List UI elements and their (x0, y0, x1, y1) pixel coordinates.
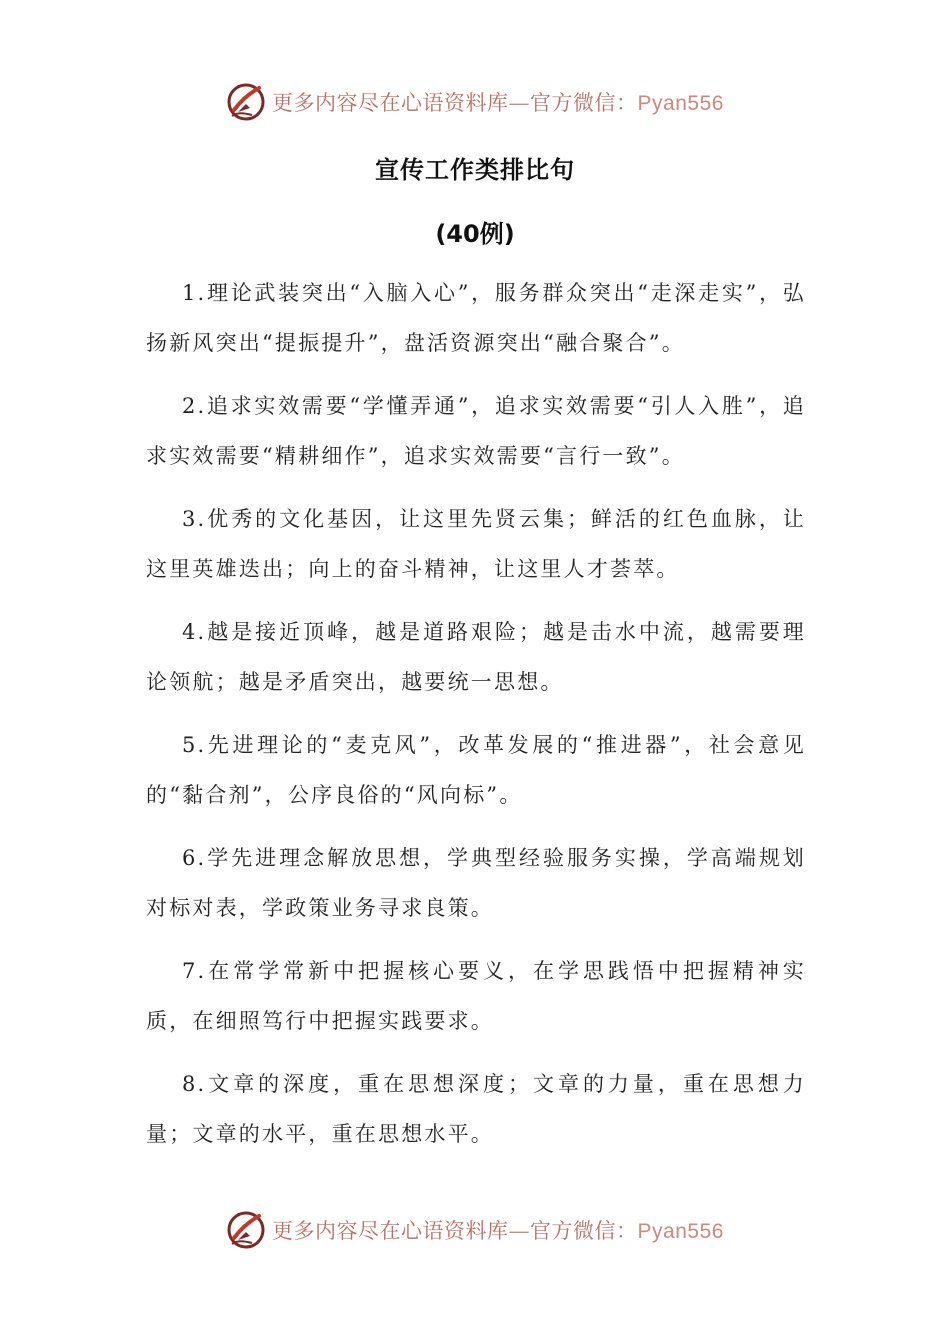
header-banner (0, 80, 950, 124)
paragraph-6: 6.学先进理念解放思想，学典型经验服务实操，学高端规划对标对表，学政策业务寻求良策。 (146, 846, 806, 920)
paragraph-5: 5.先进理论的“麦克风”，改革发展的“推进器”，社会意见的“黏合剂”，公序良俗的“风向标”。 (146, 733, 806, 807)
banner-wechat-id: Pyan556 (637, 1220, 724, 1243)
banner-prefix: 更多内容尽在心语资料库 (272, 1219, 509, 1243)
pen-logo-icon (226, 1210, 266, 1250)
banner-wechat-id: Pyan556 (637, 92, 724, 115)
banner-wechat-label: 官方微信： (530, 1219, 638, 1243)
paragraph-4: 4.越是接近顶峰，越是道路艰险；越是击水中流，越需要理论领航；越是矛盾突出，越要统一思想。 (146, 620, 806, 694)
footer-banner (0, 1208, 950, 1252)
banner-text (272, 1215, 724, 1245)
banner-prefix: 更多内容尽在心语资料库 (272, 91, 509, 115)
document-title: 宣传工作类排比句 (375, 156, 575, 184)
paragraph-3: 3.优秀的文化基因，让这里先贤云集；鲜活的红色血脉，让这里英雄迭出；向上的奋斗精神，让这里人才荟萃。 (146, 507, 806, 581)
document-subtitle: (40例) (435, 220, 515, 248)
banner-text (272, 87, 724, 117)
paragraph-2: 2.追求实效需要“学懂弄通”，追求实效需要“引人入胜”，追求实效需要“精耕细作”，追求实效需要“言行一致”。 (146, 394, 806, 468)
paragraph-8: 8.文章的深度，重在思想深度；文章的力量，重在思想力量；文章的水平，重在思想水平。 (146, 1072, 806, 1146)
pen-logo-icon (226, 82, 266, 122)
paragraph-1: 1.理论武装突出“入脑入心”，服务群众突出“走深走实”，弘扬新风突出“提振提升”，盘活资源突出“融合聚合”。 (146, 281, 806, 355)
banner-wechat-label: 官方微信： (530, 91, 638, 115)
banner-dash: — (508, 1219, 531, 1243)
banner-dash: — (508, 91, 531, 115)
document-body (146, 268, 806, 1172)
paragraph-7: 7.在常学常新中把握核心要义，在学思践悟中把握精神实质，在细照笃行中把握实践要求。 (146, 959, 806, 1033)
